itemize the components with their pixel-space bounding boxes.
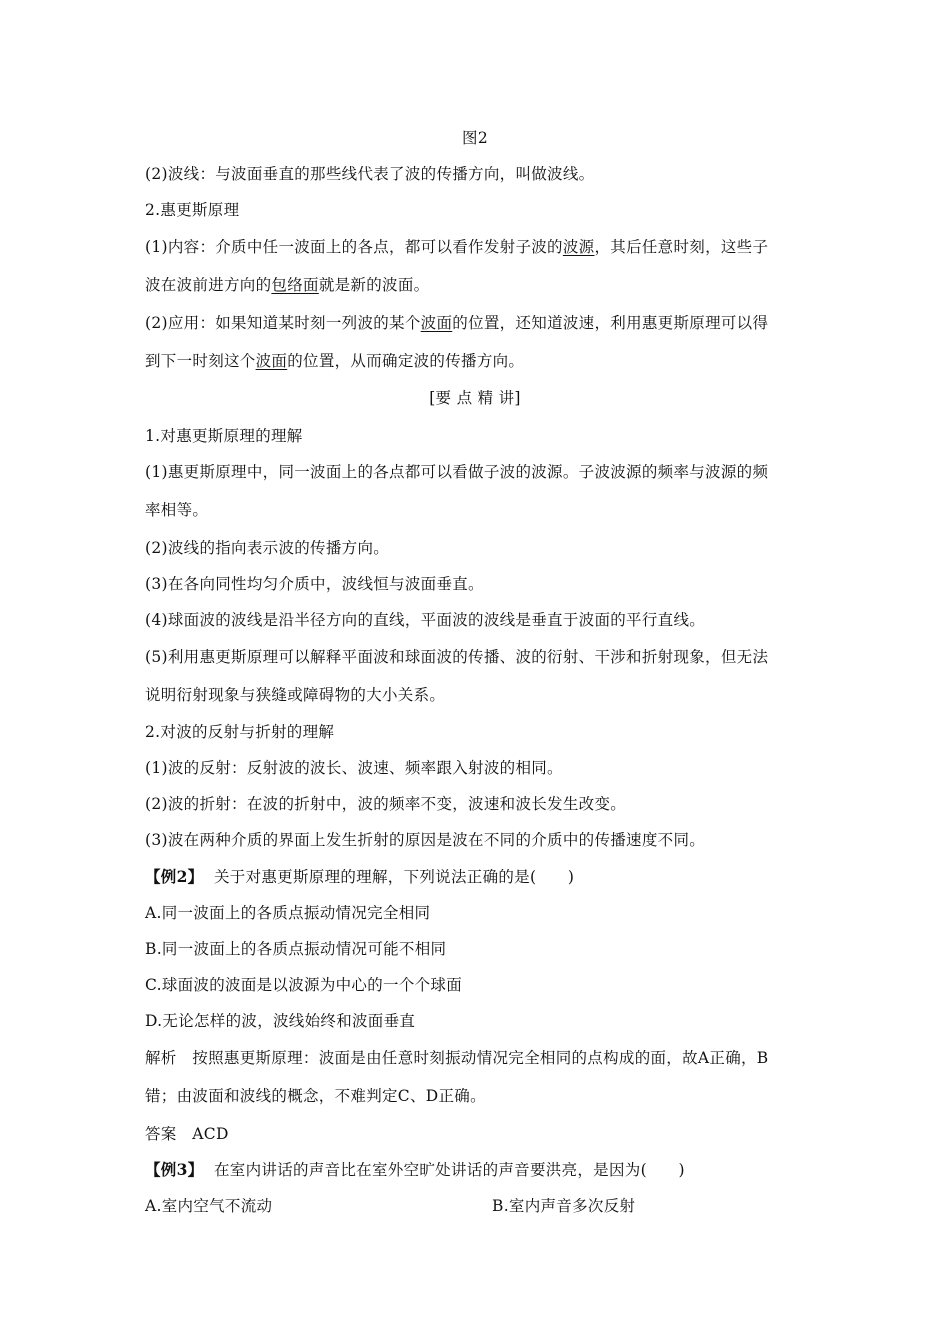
example-3-option-b: B.室内声音多次反射 bbox=[492, 1197, 636, 1215]
answer-label: 答案 bbox=[145, 1125, 177, 1143]
key-points-title: [要 点 精 讲] bbox=[429, 389, 521, 407]
underlined-term: 波面 bbox=[420, 314, 453, 332]
underlined-term: 波面 bbox=[255, 352, 288, 370]
example-2-option-a: A.同一波面上的各质点振动情况完全相同 bbox=[145, 904, 431, 922]
point-5-line-1: (5)利用惠更斯原理可以解释平面波和球面波的传播、波的衍射、干涉和折射现象，但无法 bbox=[145, 648, 769, 666]
application-text: 的位置，从而确定波的传播方向。 bbox=[287, 352, 525, 370]
reflection-point-1: (1)波的反射：反射波的波长、波速、频率跟入射波的相同。 bbox=[145, 759, 563, 777]
reflection-heading: 2.对波的反射与折射的理解 bbox=[145, 723, 335, 741]
analysis-label: 解析 bbox=[145, 1049, 177, 1067]
underlined-term: 波源 bbox=[562, 238, 595, 256]
example-2-option-c: C.球面波的波面是以波源为中心的一个个球面 bbox=[145, 976, 463, 994]
example-3-question bbox=[145, 1160, 815, 1180]
example-2-option-b: B.同一波面上的各质点振动情况可能不相同 bbox=[145, 940, 447, 958]
content-text: 波在波前进方向的 bbox=[145, 276, 272, 294]
example-3-options-row bbox=[145, 1196, 815, 1216]
answer-value: ACD bbox=[192, 1125, 229, 1143]
example-2-option-d: D.无论怎样的波，波线始终和波面垂直 bbox=[145, 1012, 416, 1030]
application-line-1 bbox=[145, 313, 815, 333]
understanding-heading: 1.对惠更斯原理的理解 bbox=[145, 427, 303, 445]
application-line-2 bbox=[145, 351, 815, 371]
example-2-question bbox=[145, 867, 815, 887]
point-2: (2)波线的指向表示波的传播方向。 bbox=[145, 539, 390, 557]
wave-line-definition: (2)波线：与波面垂直的那些线代表了波的传播方向，叫做波线。 bbox=[145, 165, 595, 183]
content-text: 就是新的波面。 bbox=[318, 276, 430, 294]
point-1-line-1: (1)惠更斯原理中，同一波面上的各点都可以看做子波的波源。子波波源的频率与波源的频 bbox=[145, 463, 769, 481]
example-3-option-a: A.室内空气不流动 bbox=[145, 1197, 273, 1215]
example-tag: 【例3】 bbox=[145, 1160, 204, 1179]
content-text: ，其后任意时刻，这些子 bbox=[594, 238, 769, 256]
content-line-2 bbox=[145, 275, 815, 295]
underlined-term: 包络面 bbox=[271, 276, 319, 294]
point-5-line-2: 说明衍射现象与狭缝或障碍物的大小关系。 bbox=[145, 686, 446, 704]
analysis-text: 按照惠更斯原理：波面是由任意时刻振动情况完全相同的点构成的面，故A正确，B bbox=[192, 1049, 769, 1067]
huygens-heading: 2.惠更斯原理 bbox=[145, 201, 240, 219]
application-text: 的位置，还知道波速，利用惠更斯原理可以得 bbox=[452, 314, 769, 332]
reflection-point-2: (2)波的折射：在波的折射中，波的频率不变，波速和波长发生改变。 bbox=[145, 795, 627, 813]
answer-line bbox=[145, 1124, 815, 1144]
question-text: 在室内讲话的声音比在室外空旷处讲话的声音要洪亮，是因为( ) bbox=[213, 1161, 685, 1179]
reflection-point-3: (3)波在两种介质的界面上发生折射的原因是波在不同的介质中的传播速度不同。 bbox=[145, 831, 706, 849]
analysis-line-2: 错；由波面和波线的概念，不难判定C、D正确。 bbox=[145, 1087, 486, 1105]
figure-caption: 图2 bbox=[462, 129, 488, 147]
point-4: (4)球面波的波线是沿半径方向的直线，平面波的波线是垂直于波面的平行直线。 bbox=[145, 611, 706, 629]
point-3: (3)在各向同性均匀介质中，波线恒与波面垂直。 bbox=[145, 575, 484, 593]
content-text: (1)内容：介质中任一波面上的各点，都可以看作发射子波的 bbox=[145, 238, 563, 256]
content-line-1 bbox=[145, 237, 815, 257]
question-text: 关于对惠更斯原理的理解，下列说法正确的是( ) bbox=[213, 868, 575, 886]
application-text: 到下一时刻这个 bbox=[145, 352, 256, 370]
application-text: (2)应用：如果知道某时刻一列波的某个 bbox=[145, 314, 421, 332]
point-1-line-2: 率相等。 bbox=[145, 501, 209, 519]
analysis-line-1 bbox=[145, 1048, 815, 1068]
example-tag: 【例2】 bbox=[145, 867, 204, 886]
